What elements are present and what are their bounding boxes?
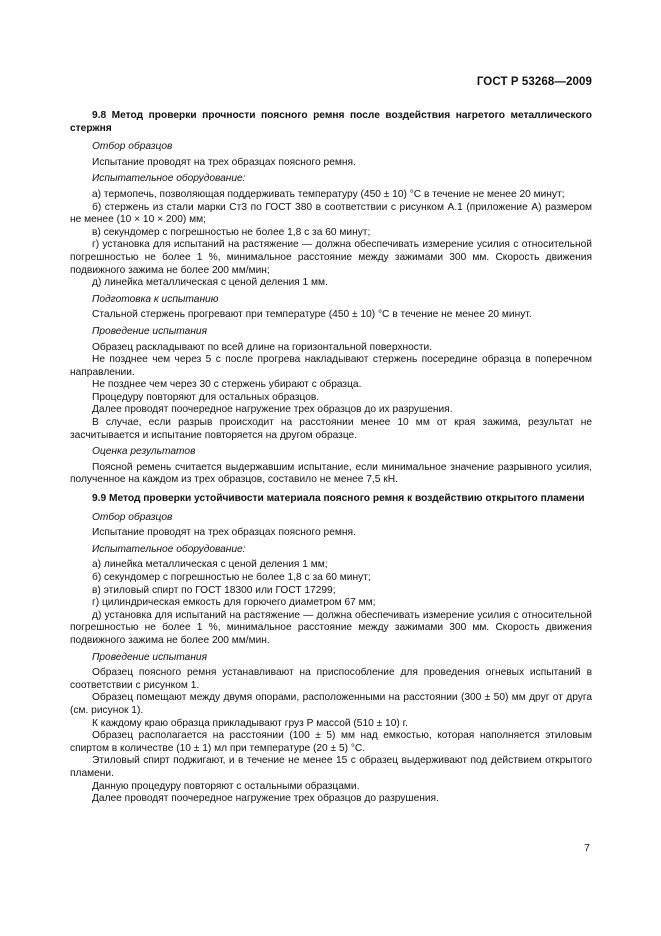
paragraph: Стальной стержень прогревают при температуре (450 ± 10) °С в течение не менее 20 минут. — [92, 309, 532, 321]
list-item: в) этиловый спирт по ГОСТ 18300 или ГОСТ 17299; — [92, 584, 336, 596]
subheading-procedure: Проведение испытания — [92, 325, 208, 337]
paragraph: Данную процедуру повторяют с остальными образцами. — [92, 780, 360, 792]
paragraph: Не позднее чем через 30 с стержень убирают с образца. — [92, 379, 362, 391]
paragraph: Образец раскладывают по всей длине на горизонтальной поверхности. — [92, 341, 433, 353]
list-item: б) стержень из стали марки Ст3 по ГОСТ 380 в соответствии с рисунком А.1 (приложение А) размером не менее (10 × 10 × 200) мм; — [70, 201, 592, 226]
subheading-equipment: Испытательное оборудование: — [92, 543, 246, 555]
paragraph: Поясной ремень считается выдержавшим испытание, если минимальное значение разрывного усилия, полученное на каждом из трех образцов, составило не менее 7,5 кН. — [70, 461, 592, 486]
document-body — [70, 110, 592, 806]
list-item: а) термопечь, позволяющая поддерживать температуру (450 ± 10) °С в течение не менее 20 минут; — [92, 188, 565, 200]
paragraph: Образец располагается на расстоянии (100 ± 5) мм над емкостью, которая наполняется этиловым спиртом в количестве (10 ± 1) мл при температуре (20 ± 5) °С. — [70, 730, 592, 754]
paragraph: Этиловый спирт поджигают, и в течение не менее 15 с образец выдерживают под действием открытого пламени. — [70, 755, 592, 779]
paragraph: Испытание проводят на трех образцах поясного ремня. — [92, 156, 356, 168]
subheading-procedure: Проведение испытания — [92, 651, 208, 663]
subheading-sampling: Отбор образцов — [92, 511, 173, 523]
paragraph: К каждому краю образца прикладывают груз Р массой (510 ± 10) г. — [92, 717, 408, 729]
section-title-9-9: 9.9 Метод проверки устойчивости материала поясного ремня к воздействию открытого пламени — [92, 493, 585, 505]
document-header: ГОСТ Р 53268—2009 — [476, 76, 592, 88]
section-title-9-8: 9.8 Метод проверки прочности поясного ремня после воздействия нагретого металлического стержня — [70, 110, 592, 134]
paragraph: Далее проводят поочередное нагружение трех образцов до разрушения. — [92, 793, 439, 805]
subheading-preparation: Подготовка к испытанию — [92, 293, 219, 305]
list-item: в) секундомер с погрешностью не более 1,8 с за 60 минут; — [92, 226, 371, 238]
paragraph: Образец помещают между двумя опорами, расположенными на расстоянии (300 ± 50) мм друг от друга (см. рисунок 1). — [70, 692, 592, 716]
paragraph: Процедуру повторяют для остальных образцов. — [92, 391, 320, 403]
subheading-evaluation: Оценка результатов — [92, 446, 196, 458]
paragraph: Испытание проводят на трех образцах поясного ремня. — [92, 527, 356, 539]
paragraph: Образец поясного ремня устанавливают на приспособление для проведения огневых испытаний в соответствии с рисунком 1. — [70, 667, 592, 691]
paragraph: В случае, если разрыв происходит на расстоянии менее 10 мм от края зажима, результат не засчитывается и испытание повторяется на другом образце. — [70, 417, 592, 441]
list-item: б) секундомер с погрешностью не более 1,8 с за 60 минут; — [92, 572, 371, 583]
list-item: г) установка для испытаний на растяжение — должна обеспечивать измерение усилия с относительной погрешностью не более 1 %, минимальное расстояние между зажимами 300 мм. Скорость движения подвижного зажима не более 200 мм/мин; — [70, 239, 592, 276]
paragraph: Далее проводят поочередное нагружение трех образцов до их разрушения. — [92, 404, 453, 416]
subheading-equipment: Испытательное оборудование: — [92, 173, 246, 185]
page-number: 7 — [584, 842, 590, 854]
list-item: д) линейка металлическая с ценой деления 1 мм. — [92, 277, 328, 289]
list-item: а) линейка металлическая с ценой деления 1 мм; — [92, 559, 328, 571]
list-item: д) установка для испытаний на растяжение — должна обеспечивать измерение усилия с относительной погрешностью не более 1 %, минимальное расстояние между зажимами 300 мм. Скорость движения подвижного зажима не более 200 мм/мин. — [70, 609, 592, 646]
paragraph: Не позднее чем через 5 с после прогрева накладывают стержень посередине образца в поперечном направлении. — [70, 354, 592, 378]
list-item: г) цилиндрическая емкость для горючего диаметром 67 мм; — [92, 597, 376, 609]
subheading-sampling: Отбор образцов — [92, 141, 173, 153]
